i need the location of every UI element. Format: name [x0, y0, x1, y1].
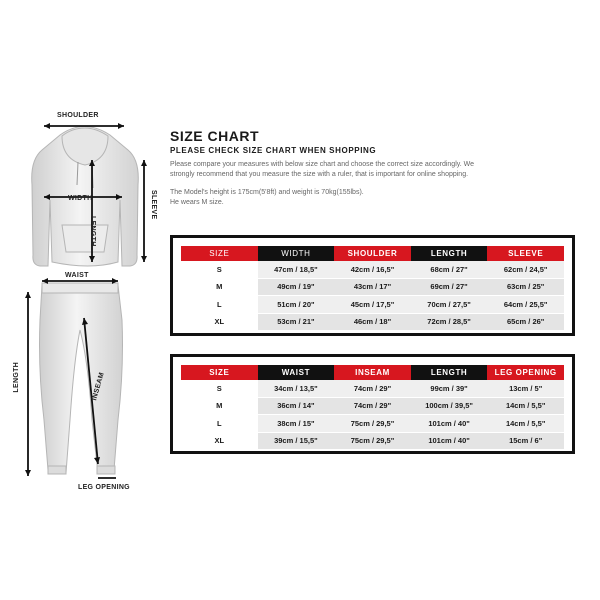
measurement-cell: 34cm / 13,5" — [258, 380, 335, 397]
table-row — [181, 432, 564, 450]
size-cell: M — [181, 397, 258, 415]
measurement-cell: 14cm / 5,5" — [487, 415, 564, 433]
size-cell: L — [181, 296, 258, 314]
intro-text — [170, 160, 585, 179]
sleeve-label: SLEEVE — [150, 190, 157, 220]
length-top-label: LENGTH — [89, 216, 96, 247]
measurement-cell: 72cm / 28,5" — [411, 313, 488, 331]
bottom-header-length: LENGTH — [411, 365, 488, 380]
table-row — [181, 380, 564, 397]
bottom-header-size: SIZE — [181, 365, 258, 380]
measurement-cell: 13cm / 5" — [487, 380, 564, 397]
measurement-cell: 63cm / 25" — [487, 278, 564, 296]
top-header-size: SIZE — [181, 246, 258, 261]
measurement-cell: 74cm / 29" — [334, 380, 411, 397]
intro-line: Please compare your measures with below size chart and choose the correct size accordingly. We — [170, 161, 474, 168]
width-label: WIDTH — [68, 195, 93, 202]
table-row — [181, 415, 564, 433]
bottom-header-inseam: INSEAM — [334, 365, 411, 380]
measurement-cell: 68cm / 27" — [411, 261, 488, 278]
measurement-cell: 100cm / 39,5" — [411, 397, 488, 415]
model-info-line: He wears M size. — [170, 198, 224, 206]
measurement-cell: 62cm / 24,5" — [487, 261, 564, 278]
measurement-cell: 64cm / 25,5" — [487, 296, 564, 314]
measurement-cell: 45cm / 17,5" — [334, 296, 411, 314]
size-cell: S — [181, 261, 258, 278]
size-cell: L — [181, 415, 258, 433]
measurement-cell: 36cm / 14" — [258, 397, 335, 415]
measurement-cell: 15cm / 6" — [487, 432, 564, 450]
shoulder-label: SHOULDER — [57, 112, 99, 119]
measurement-cell: 101cm / 40" — [411, 432, 488, 450]
table-row — [181, 313, 564, 331]
size-cell: M — [181, 278, 258, 296]
measurement-cell: 101cm / 40" — [411, 415, 488, 433]
apparel-diagram — [0, 0, 165, 500]
measurement-cell: 69cm / 27" — [411, 278, 488, 296]
size-cell: S — [181, 380, 258, 397]
joggers-illustration — [40, 283, 123, 474]
size-cell: XL — [181, 432, 258, 450]
page-subtitle: PLEASE CHECK SIZE CHART WHEN SHOPPING — [170, 146, 377, 155]
size-cell: XL — [181, 313, 258, 331]
measurement-cell: 49cm / 19" — [258, 278, 335, 296]
bottom-size-table-box — [170, 354, 575, 454]
measurement-cell: 39cm / 15,5" — [258, 432, 335, 450]
inseam-label: INSEAM — [91, 371, 106, 402]
table-row — [181, 278, 564, 296]
measurement-cell: 38cm / 15" — [258, 415, 335, 433]
bottom-header-waist: WAIST — [258, 365, 335, 380]
measurement-cell: 65cm / 26" — [487, 313, 564, 331]
top-header-sleeve: SLEEVE — [487, 246, 564, 261]
measurement-cell: 53cm / 21" — [258, 313, 335, 331]
page-title: SIZE CHART — [170, 128, 259, 144]
length-bottom-label: LENGTH — [13, 362, 20, 393]
measurement-cell: 75cm / 29,5" — [334, 415, 411, 433]
table-row — [181, 397, 564, 415]
waist-label: WAIST — [65, 272, 89, 279]
measurement-cell: 74cm / 29" — [334, 397, 411, 415]
top-header-length: LENGTH — [411, 246, 488, 261]
model-info-line: The Model's height is 175cm(5'8ft) and weight is 70kg(155lbs). — [170, 189, 364, 196]
measurement-cell: 46cm / 18" — [334, 313, 411, 331]
table-row — [181, 261, 564, 278]
bottom-header-leg-opening: LEG OPENING — [487, 365, 564, 380]
top-header-shoulder: SHOULDER — [334, 246, 411, 261]
leg-opening-label: LEG OPENING — [78, 484, 130, 491]
bottom-size-table — [181, 365, 564, 450]
top-size-table-box — [170, 235, 575, 336]
model-info — [170, 188, 585, 207]
measurement-cell: 14cm / 5,5" — [487, 397, 564, 415]
table-row — [181, 296, 564, 314]
top-size-table — [181, 246, 564, 331]
intro-line: strongly recommend that you measure the size with a ruler, that is important for online shopping. — [170, 170, 469, 178]
measurement-cell: 42cm / 16,5" — [334, 261, 411, 278]
top-header-width: WIDTH — [258, 246, 335, 261]
measurement-cell: 43cm / 17" — [334, 278, 411, 296]
measurement-cell: 70cm / 27,5" — [411, 296, 488, 314]
measurement-cell: 75cm / 29,5" — [334, 432, 411, 450]
measurement-cell: 51cm / 20" — [258, 296, 335, 314]
measurement-cell: 99cm / 39" — [411, 380, 488, 397]
measurement-cell: 47cm / 18,5" — [258, 261, 335, 278]
